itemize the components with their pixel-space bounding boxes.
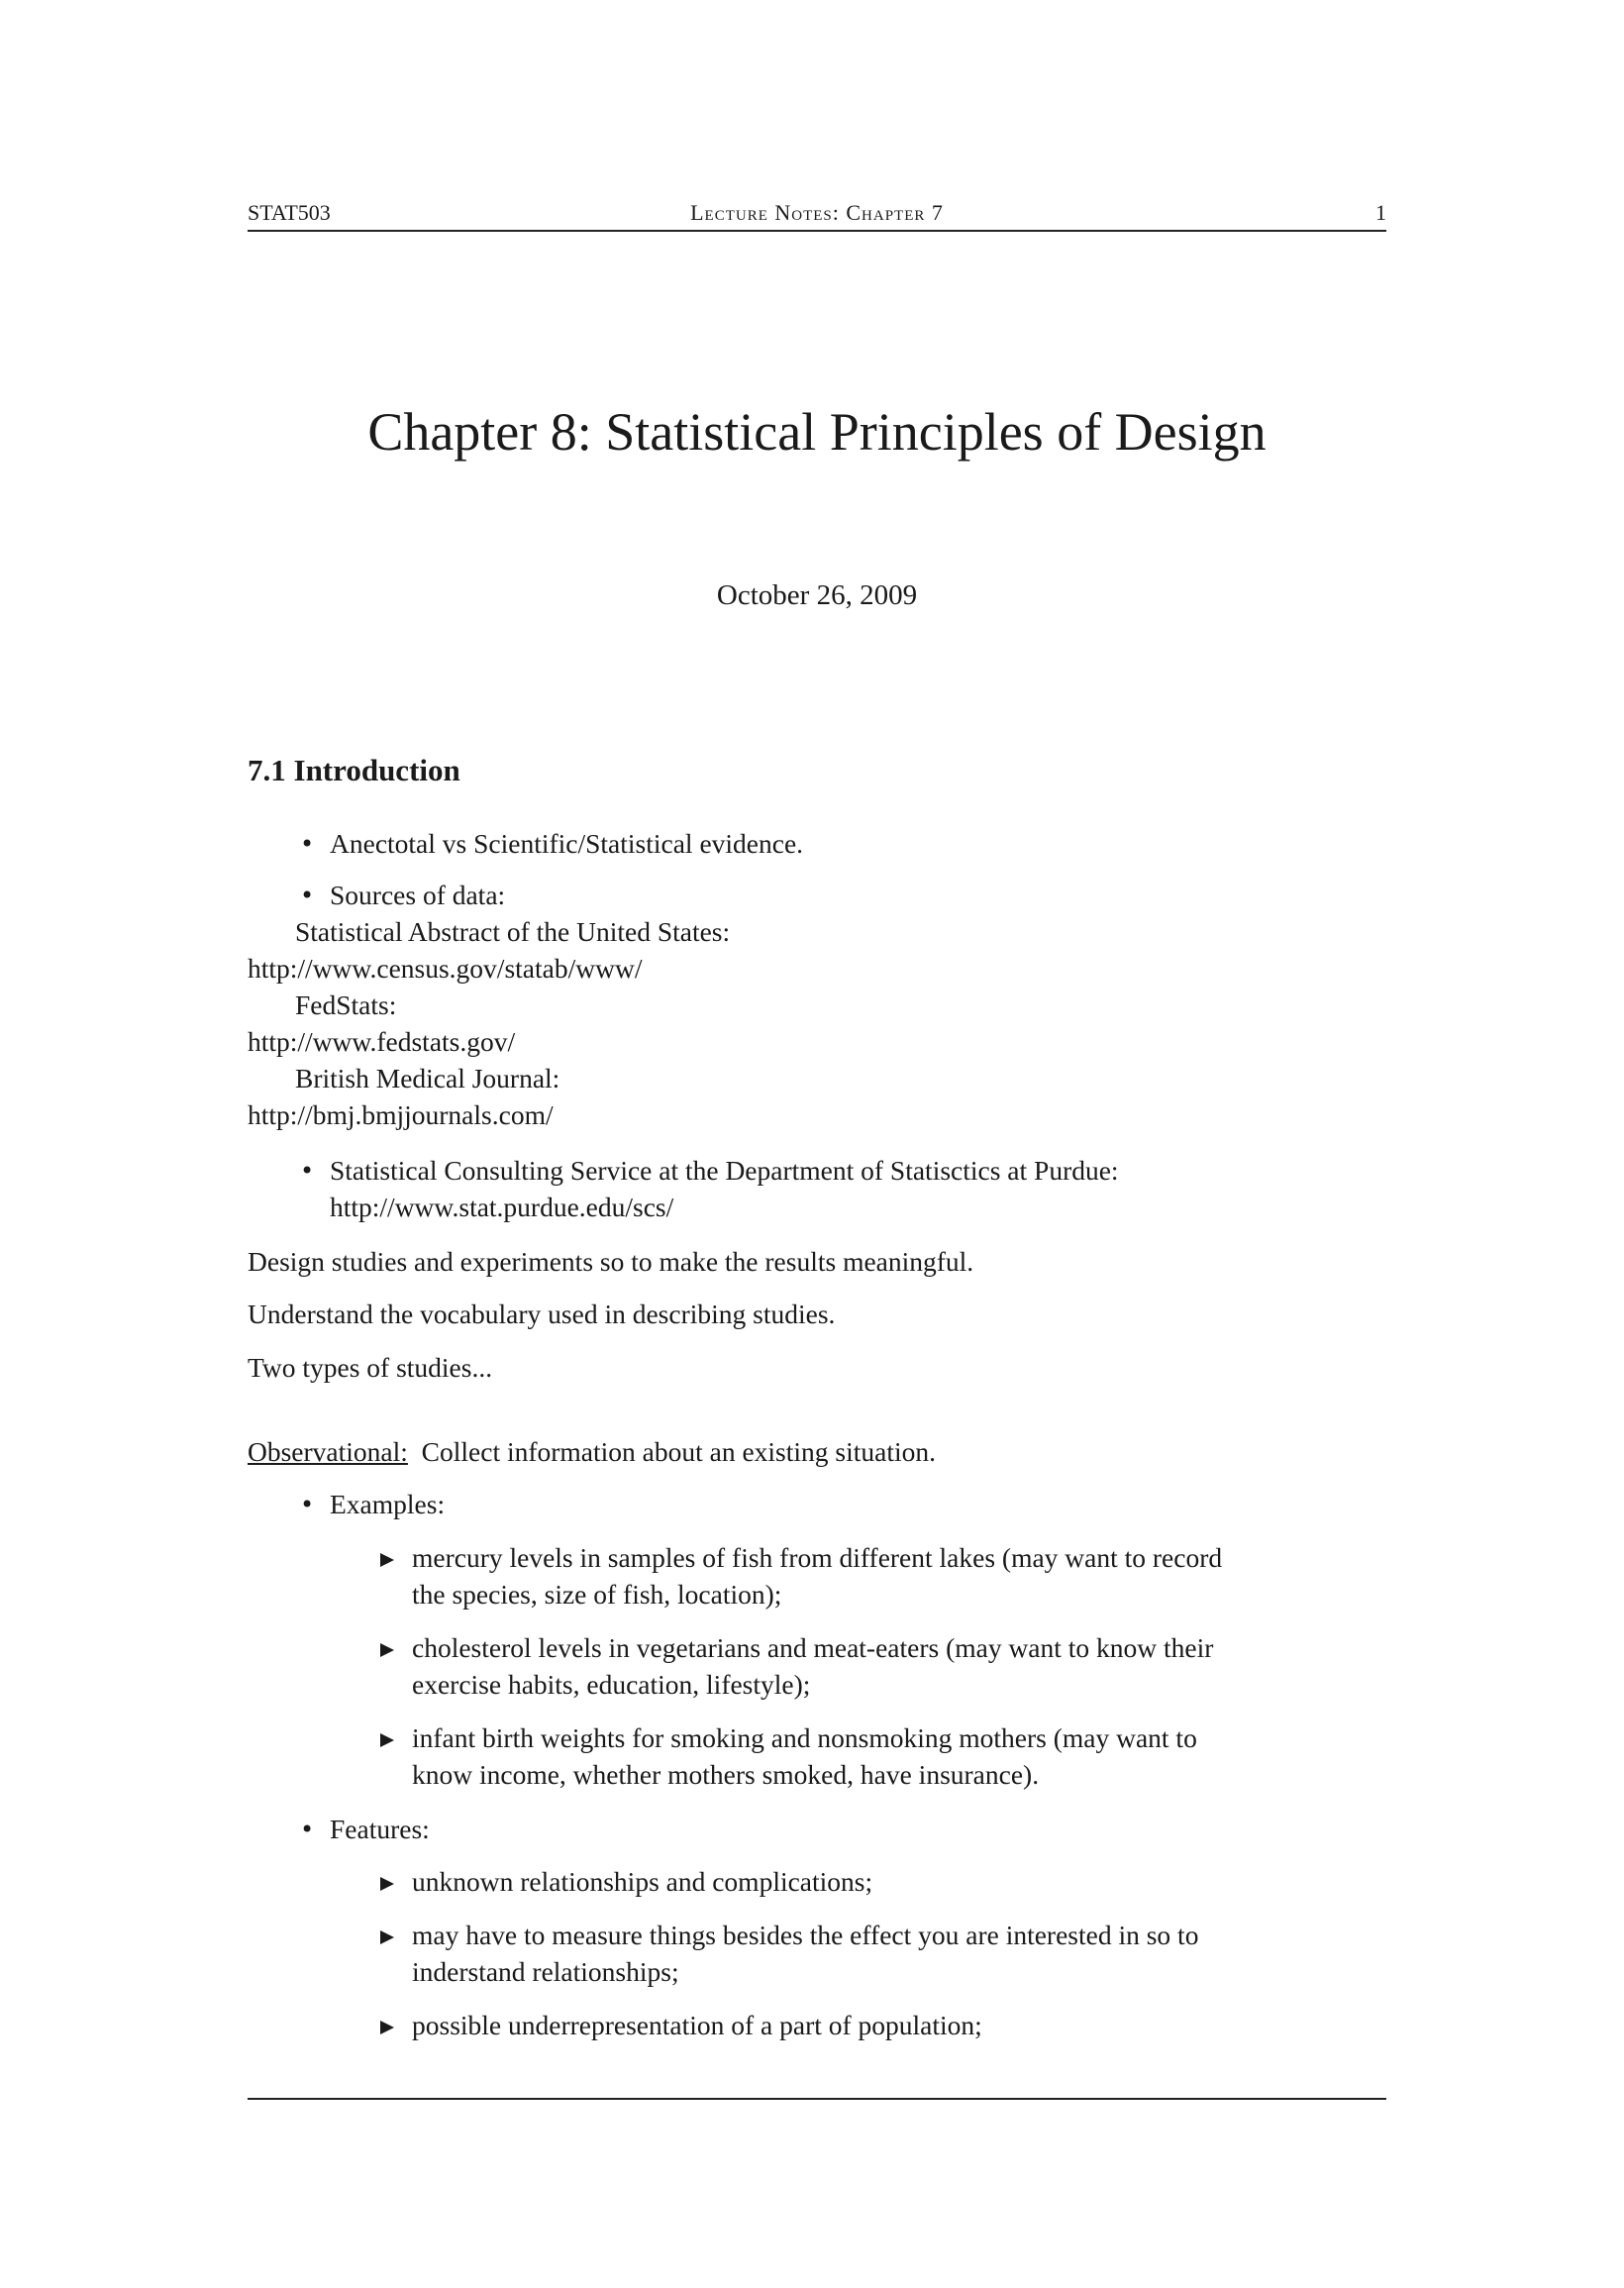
page-number: 1 [1375, 200, 1386, 225]
example-item: mercury levels in samples of fish from different lakes (may want to record [412, 1542, 1223, 1573]
example-item-cont: the species, size of fish, location); [412, 1579, 782, 1610]
source-url[interactable]: http://www.fedstats.gov/ [248, 1026, 516, 1057]
running-title: Lecture Notes: Chapter 7 [690, 200, 944, 225]
consulting-url[interactable]: http://www.stat.purdue.edu/scs/ [330, 1192, 674, 1222]
bullet-marker: • [300, 1157, 315, 1185]
feature-item: possible underrepresentation of a part of population; [412, 2010, 982, 2040]
footer-rule [248, 2098, 1386, 2100]
bullet-marker: • [300, 830, 315, 858]
example-item: cholesterol levels in vegetarians and meat-eaters (may want to know their [412, 1632, 1214, 1663]
source-name: British Medical Journal: [295, 1063, 560, 1093]
triangle-bullet-icon [380, 2021, 394, 2034]
chapter-title: Chapter 8: Statistical Principles of Design [367, 402, 1267, 462]
observational-text: Collect information about an existing situation. [421, 1436, 937, 1467]
feature-item: may have to measure things besides the effect you are interested in so to [412, 1920, 1199, 1950]
paragraph-design: Design studies and experiments so to make the results meaningful. [248, 1246, 974, 1277]
observational-label: Observational: [248, 1436, 408, 1467]
feature-item-cont: inderstand relationships; [412, 1956, 679, 1987]
triangle-bullet-icon [380, 1930, 394, 1944]
paragraph-vocabulary: Understand the vocabulary used in describing studies. [248, 1299, 836, 1329]
bullet-marker: • [300, 1491, 315, 1518]
triangle-bullet-icon [380, 1553, 394, 1567]
document-date: October 26, 2009 [716, 579, 918, 611]
triangle-bullet-icon [380, 1877, 394, 1891]
bullet-evidence: Anectotal vs Scientific/Statistical evidence. [330, 828, 804, 859]
features-label: Features: [330, 1814, 430, 1844]
example-item-cont: know income, whether mothers smoked, have insurance). [412, 1759, 1040, 1790]
course-code: STAT503 [248, 200, 331, 225]
example-item: infant birth weights for smoking and nonsmoking mothers (may want to [412, 1722, 1197, 1753]
bullet-marker: • [300, 1816, 315, 1843]
example-item-cont: exercise habits, education, lifestyle); [412, 1669, 811, 1700]
source-name: FedStats: [295, 989, 397, 1020]
examples-label: Examples: [330, 1489, 446, 1519]
feature-item: unknown relationships and complications; [412, 1866, 873, 1897]
paragraph-study-types: Two types of studies... [248, 1352, 493, 1383]
triangle-bullet-icon [380, 1643, 394, 1657]
bullet-marker: • [300, 882, 315, 909]
running-header [248, 198, 1386, 232]
bullet-consulting: Statistical Consulting Service at the Department of Statisctics at Purdue: [330, 1155, 1119, 1186]
triangle-bullet-icon [380, 1733, 394, 1747]
observational-definition [248, 1433, 936, 1470]
source-url[interactable]: http://www.census.gov/statab/www/ [248, 953, 643, 984]
source-url[interactable]: http://bmj.bmjjournals.com/ [248, 1099, 554, 1130]
section-heading: 7.1 Introduction [248, 753, 460, 787]
bullet-sources: Sources of data: [330, 880, 506, 910]
source-name: Statistical Abstract of the United States: [295, 916, 731, 947]
